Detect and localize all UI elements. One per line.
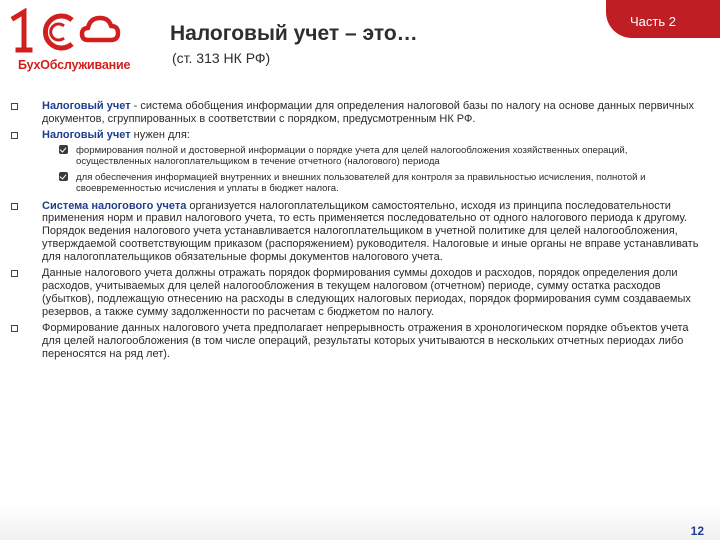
sub-bullet-item [76, 172, 702, 194]
bullet-text: Формирование данных налогового учета предполагает непрерывность отражения в хронологическом порядке объектов учета для целей налогообложения (в том числе операций, результаты которых учитываются в нескольких отчетных периодах либо переносятся на ряд лет). [42, 321, 689, 360]
bullet-square-icon [11, 203, 18, 210]
page-subtitle: (ст. 313 НК РФ) [172, 50, 271, 66]
bullet-square-icon [11, 132, 18, 139]
checkbox-bullet-icon [59, 145, 68, 154]
bullet-item [42, 200, 702, 265]
bullet-text: - система обобщения информации для определения налоговой базы по налогу на основе данных первичных документов, сгруппированных в соответствии с порядком, предусмотренным НК РФ. [42, 100, 694, 125]
cloud-icon [82, 18, 118, 40]
bullet-square-icon [11, 270, 18, 277]
bullet-text: нужен для: [130, 128, 190, 141]
part-badge [606, 0, 720, 38]
bullet-square-icon [11, 325, 18, 332]
sub-bullet-text: формирования полной и достоверной информации о порядке учета для целей налогообложения хозяйственных операций, осуществленных налогоплательщиком в течение отчетного (налогового) периода [76, 144, 628, 167]
bullet-item [42, 100, 702, 126]
bullet-square-icon [11, 103, 18, 110]
bullet-text: организуется налогоплательщиком самостоятельно, исходя из принципа последовательности применения норм и правил налогового учета, то есть применяется последовательно от одного налогового периода к другому. Порядок ведения налогового учета устанавливается налогоплательщиком в учетной политике для целей налогообложения, утверждаемой соответствующим приказом (распоряжением) руководителя. Налоговые и иные органы не вправе устанавливать для налогоплательщиков обязательные формы документов налогового учета. [42, 199, 699, 264]
sub-bullet-text: для обеспечения информацией внутренних и внешних пользователей для контроля за правильностью исчисления, полнотой и своевременностью исчисления и уплаты в бюджет налога. [76, 172, 646, 195]
logo-mark [8, 6, 128, 56]
bullet-item [42, 267, 702, 319]
page-title: Налоговый учет – это… [170, 22, 418, 45]
part-label: Часть 2 [630, 14, 676, 29]
footer-band [0, 504, 720, 540]
logo-subtitle: БухОбслуживание [18, 58, 131, 72]
bullet-emphasis: Налоговый учет [42, 128, 131, 141]
company-logo [8, 6, 131, 72]
slide-content [42, 100, 702, 363]
sub-bullet-item [76, 145, 702, 167]
bullet-text: Данные налогового учета должны отражать порядок формирования суммы доходов и расходов, порядок определения доли расходов, учитываемых для целей налогообложения в текущем налоговом (отчетном) периоде, сумму остатка расходов (убытков), подлежащую отнесению на расходы в следующих налоговых периодах, порядок формирования сумм создаваемых резервов, а также сумму задолженности по расчетам с бюджетом по налогу. [42, 267, 691, 318]
checkbox-bullet-icon [59, 172, 68, 181]
bullet-emphasis: Система налогового учета [42, 199, 187, 212]
bullet-item [42, 322, 702, 361]
bullet-emphasis: Налоговый учет [42, 100, 131, 112]
page-number: 12 [690, 524, 704, 538]
bullet-item [42, 129, 702, 142]
